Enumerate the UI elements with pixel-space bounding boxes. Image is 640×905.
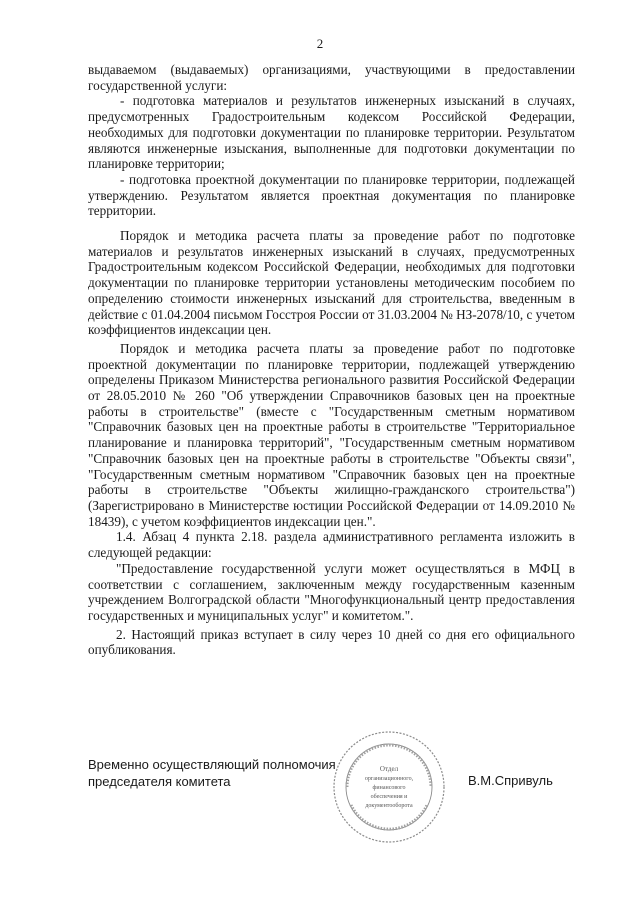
paragraph: 1.4. Абзац 4 пункта 2.18. раздела административного регламента изложить в следующей редакции: xyxy=(88,529,575,561)
stamp-text: Отдел xyxy=(379,765,399,773)
stamp-text: документооборота xyxy=(365,803,413,809)
signatory-position xyxy=(88,756,336,790)
page-number: 2 xyxy=(316,36,324,51)
paragraph: Порядок и методика расчета платы за проведение работ по подготовке материалов и результатов инженерных изысканий в случаях, предусмотренных Градостроительным кодексом Российской Федерации, необходимых для подготовки документации по планировке территории установлены методическим пособием по определению стоимости инженерных изысканий для строительства, введенным в действие с 01.04.2004 письмом Госстроя России от 31.03.2004 № НЗ-2078/10, с учетом коэффициентов индексации цен. xyxy=(88,228,575,338)
document-body xyxy=(88,62,575,658)
paragraph: 2. Настоящий приказ вступает в силу через 10 дней со дня его официального опубликования. xyxy=(88,626,575,658)
signatory-position-line: председателя комитета xyxy=(88,774,231,789)
stamp-text: обеспечения и xyxy=(370,794,408,800)
paragraph: Порядок и методика расчета платы за проведение работ по подготовке проектной документации по планировке территории, подлежащей утверждению определены Приказом Министерства регионального развития Российской Федерации от 28.05.2010 № 260 "Об утверждении Справочников базовых цен на проектные работы в строительстве" (вместе с "Государственным сметным нормативом "Справочник базовых цен на проектные работы в строительстве "Территориальное планирование и планировка территорий", "Государственным сметным нормативом "Справочник базовых цен на проектные работы в строительстве "Объекты связи", "Государственным сметным нормативом "Справочник базовых цен на проектные работы в строительстве "Объекты жилищно-гражданского строительства") (Зарегистрировано в Министерстве юстиции Российской Федерации от 14.09.2010 № 18439), с учетом коэффициентов индексации цен.". xyxy=(88,340,575,529)
paragraph: - подготовка проектной документации по планировке территории, подлежащей утверждению. Результатом является проектная документация по планировке территории. xyxy=(88,171,575,219)
stamp-text: организационного, xyxy=(364,776,414,782)
paragraph: "Предоставление государственной услуги может осуществляться в МФЦ в соответствии с соглашением, заключенным между государственным казенным учреждением Волгоградской области "Многофункциональный центр предоставления государственных и муниципальных услуг" и комитетом.". xyxy=(88,560,575,623)
official-stamp xyxy=(329,727,449,847)
signatory-position-line: Временно осуществляющий полномочия xyxy=(88,757,336,772)
stamp-text: финансового xyxy=(372,785,406,791)
signatory-name: В.М.Спривуль xyxy=(468,773,553,788)
paragraph: выдаваемом (выдаваемых) организациями, участвующими в предоставлении государственной услуги: xyxy=(88,62,575,93)
paragraph: - подготовка материалов и результатов инженерных изысканий в случаях, предусмотренных Градостроительным кодексом Российской Федерации, необходимых для подготовки документации по планировке территории. Результатом являются инженерные изыскания, выполненные для подготовки документации по планировке территории; xyxy=(88,93,575,172)
